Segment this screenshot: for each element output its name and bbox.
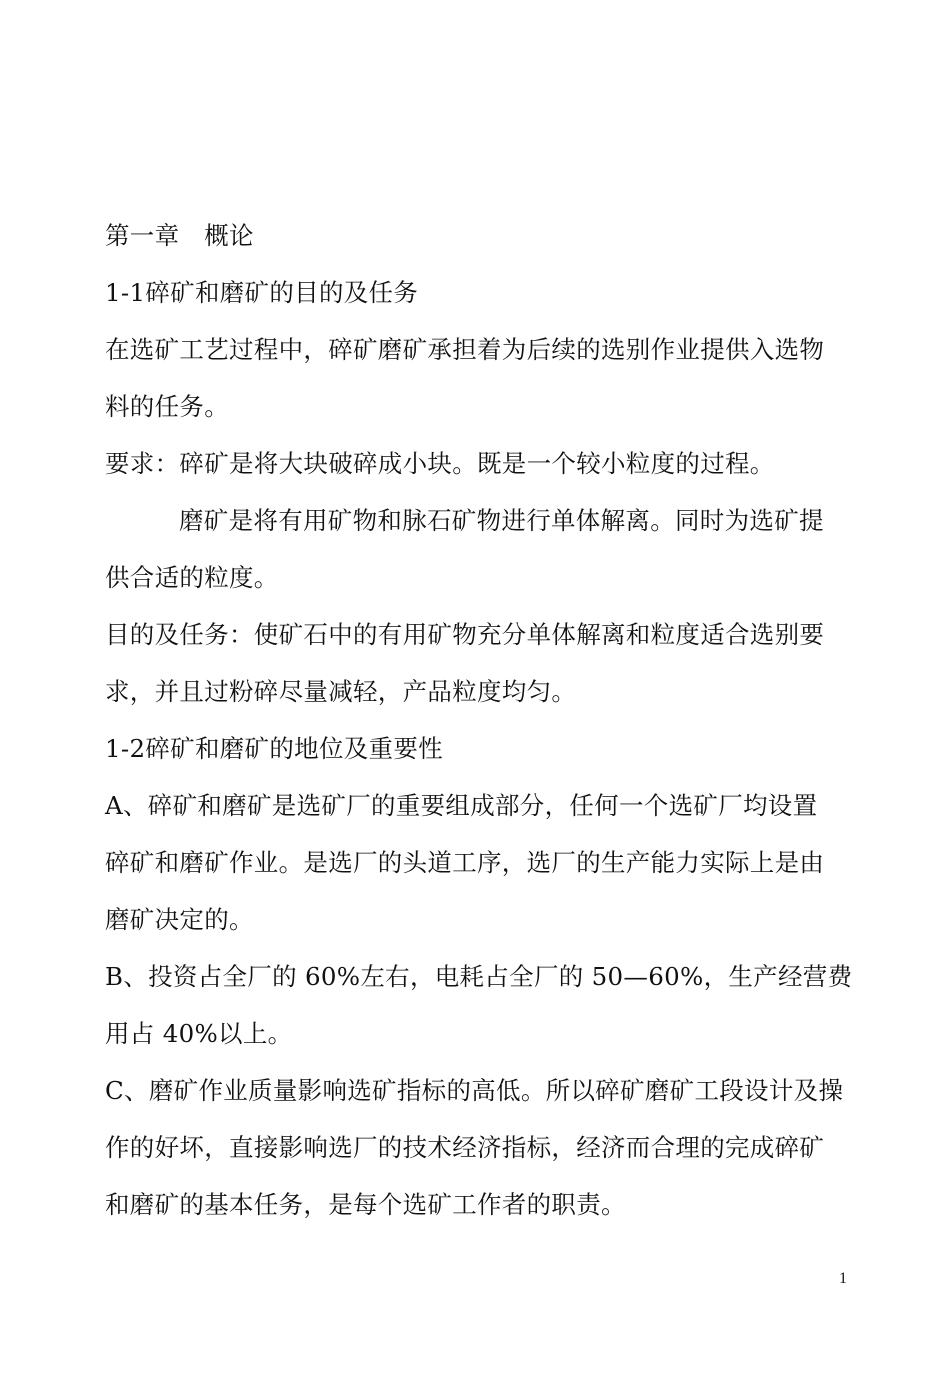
paragraph-line: C、磨矿作业质量影响选矿指标的高低。所以碎矿磨矿工段设计及操 [105, 1076, 844, 1105]
paragraph-line: 要求：碎矿是将大块破碎成小块。既是一个较小粒度的过程。 [105, 449, 775, 478]
chapter-title: 第一章 概论 [105, 221, 254, 250]
paragraph-line: 作的好坏，直接影响选厂的技术经济指标，经济而合理的完成碎矿 [105, 1133, 825, 1162]
paragraph-line: 求，并且过粉碎尽量减轻，产品粒度均匀。 [105, 677, 577, 706]
page-number: 1 [839, 1270, 847, 1287]
paragraph-line: 料的任务。 [105, 392, 229, 421]
section-heading-1-2: 1-2碎矿和磨矿的地位及重要性 [105, 734, 443, 763]
paragraph-line: B、投资占全厂的 60%左右，电耗占全厂的 50—60%，生产经营费 [105, 962, 853, 991]
paragraph-line: 和磨矿的基本任务，是每个选矿工作者的职责。 [105, 1190, 626, 1219]
paragraph-line: 碎矿和磨矿作业。是选厂的头道工序，选厂的生产能力实际上是由 [105, 848, 825, 877]
paragraph-line: A、碎矿和磨矿是选矿厂的重要组成部分，任何一个选矿厂均设置 [105, 791, 818, 820]
paragraph-line: 在选矿工艺过程中，碎矿磨矿承担着为后续的选别作业提供入选物 [105, 335, 825, 364]
paragraph-line: 磨矿是将有用矿物和脉石矿物进行单体解离。同时为选矿提 [179, 506, 824, 535]
paragraph-line: 供合适的粒度。 [105, 563, 279, 592]
section-heading-1-1: 1-1碎矿和磨矿的目的及任务 [105, 278, 419, 307]
paragraph-line: 用占 40%以上。 [105, 1019, 293, 1048]
document-body [105, 207, 853, 1233]
paragraph-line: 目的及任务：使矿石中的有用矿物充分单体解离和粒度适合选别要 [105, 620, 825, 649]
paragraph-line: 磨矿决定的。 [105, 905, 254, 934]
